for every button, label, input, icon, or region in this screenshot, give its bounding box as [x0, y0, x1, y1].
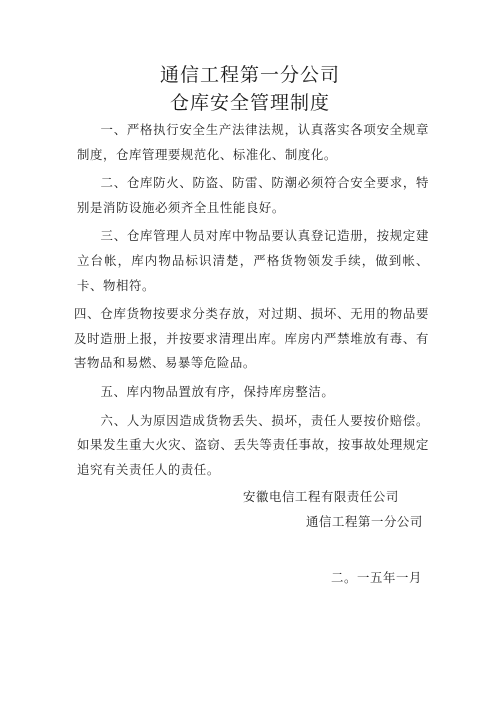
paragraph-2: 二、仓库防火、防盗、防雷、防潮必须符合安全要求，特别是消防设施必须齐全且性能良好。 — [77, 175, 429, 215]
document-title-company: 通信工程第一分公司 — [159, 64, 340, 86]
paragraph-4: 四、仓库货物按要求分类存放，对过期、损坏、无用的物品要及时造册上报，并按要求清理出库。库房内严禁堆放有毒、有害物品和易燃、易暴等危险品。 — [74, 306, 429, 371]
document-title-regulation: 仓库安全管理制度 — [169, 92, 330, 114]
paragraph-6: 六、人为原因造成货物丢失、损坏，责任人要按价赔偿。如果发生重大火灾、盗窃、丢失等责任事故，按事故处理规定追究有关责任人的责任。 — [77, 412, 429, 477]
signature-company: 安徽电信工程有限责任公司 — [243, 489, 399, 504]
signature-branch: 通信工程第一分公司 — [306, 514, 423, 529]
document-date: 二。一五年一月 — [331, 570, 422, 585]
paragraph-5: 五、库内物品置放有序，保持库房整洁。 — [100, 383, 335, 399]
document-body — [74, 118, 429, 486]
paragraph-3: 三、仓库管理人员对库中物品要认真登记造册，按规定建立台帐，库内物品标识清楚，严格货物领发手续，做到帐、卡、物相符。 — [77, 228, 429, 293]
paragraph-1: 一、严格执行安全生产法律法规，认真落实各项安全规章制度，仓库管理要规范化、标准化、制度化。 — [77, 122, 429, 162]
